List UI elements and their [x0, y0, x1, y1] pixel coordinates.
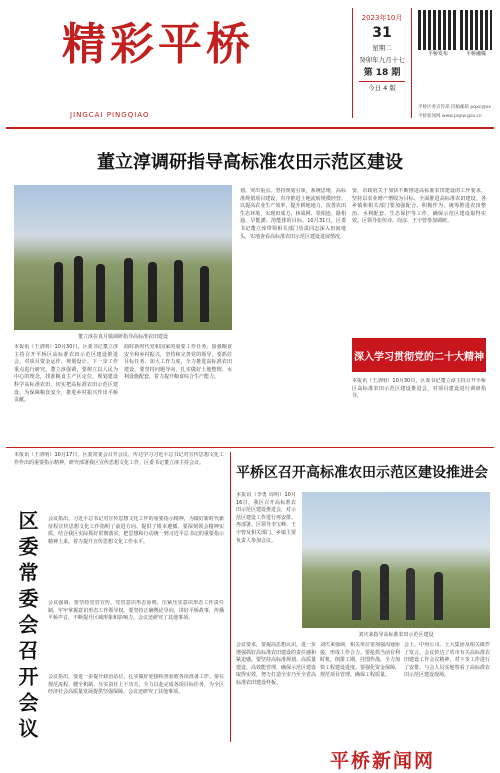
banner-text: 深入学习贯彻党的二十大精神 — [354, 351, 484, 363]
qr1-label: 平桥发布 — [427, 51, 448, 57]
masthead-pinyin: JINGCAI PINGQIAO — [70, 111, 150, 119]
article1-col4: 要，市政府关于加快不断推进高标准农田建设的工作要求，坚持以农业增产增收为目标、全面推进高标准农田建设。各乡镇和相关部门要加强配合、积极作为，统筹推进农田整治、水利配套、生态保护等工作，确保示范区建设取得实效。区领导张传诗、周彦、王宇曾参加调研。 — [352, 188, 486, 225]
article2-col3: 会议指出，要进一步提升政治站位，扎实做好迎接检查验收各项准备工作。要在规范流程、健全机制、压实责任上下功夫，全力以赴完成各项目标任务，为全区经济社会高质量发展提供坚强保障。会议还研究了其他事项。 — [48, 674, 224, 696]
qr2-label: 平桥融媒 — [465, 51, 486, 57]
article1-headline: 董立淳调研指导高标准农田示范区建设 — [97, 152, 403, 173]
date-year-month: 2023年10月 — [361, 14, 403, 22]
article3-caption: 刘庆来指导高标准农田示范区建设 — [358, 632, 434, 638]
date-lunar: 癸卯年九月十七 — [359, 56, 405, 64]
article1-col1: 本报讯（王清明）10月30日，区委书记董立淳主持召开平桥区高标准农田示范区建设推进会，对项目资金运作、规划设计、下一步工作重点进行研究。董立淳强调，要树立以人民为中心的理念，找准粮食主产区定位，规划建设科学高标准农田，切实把高标准农田示范区建设，为保障粮食安全，推进乡村振兴作出平桥贡献。 — [14, 344, 118, 404]
article2-col1: 会议指出，习近平总书记对宣传思想文化工作的重要指示精神，为做好新时代新征程宣传思想文化工作指明了前进方向、提供了根本遵循。要深刻领会精神实质，结合我区实际抓好贯彻落实，把思想和行动统一到习近平总书记的重要指示精神上来，着力提升宣传思想文化工作水平。 — [48, 516, 224, 545]
article3-col2: 刘庆来强调，相关单位要加强沟通衔接，形成工作合力。要抢抓当前有利时机，倒排工期、挂图作战，全力加快工程建设进度。要强化资金保障，规范项目管理，确保工程质量。 — [320, 642, 400, 679]
masthead-title: 精彩平桥 — [62, 19, 254, 70]
article2-col2: 会议强调，要坚持党管宣传、党管意识形态原则，压紧压实意识形态工作责任制，牢牢掌握意识形态工作领导权。要坚持正确舆论导向，讲好平桥故事，传播平桥声音，不断提升区域形象和影响力。会议还研究了其他事项。 — [48, 600, 224, 622]
contact-line: 平桥区委宣传部 投稿邮箱 pqxc@xx — [418, 105, 491, 110]
website-line: 平桥新闻网 www.pqxw.gov.cn — [418, 114, 482, 119]
article2-vertical-headline: 区委常委会召开会议 — [15, 510, 39, 744]
section-divider — [6, 447, 494, 448]
article1-caption: 董立淳在真月镇调研指导高标准农田建设 — [77, 334, 168, 340]
article1-photo — [14, 185, 232, 330]
qr-code-icon-2[interactable] — [460, 10, 492, 50]
column-divider — [230, 452, 231, 742]
article3-col3: 会上，中州公司、土大集团及相关镇作了发言。会议传达了省市有关高标准农田建设工作会议精神，对下步工作进行了安排。与会人员实地察看了高标准农田示范区建设现场。 — [404, 642, 490, 679]
article2-lead: 本报讯（王清明）10月17日，区委常委会召开会议，传达学习习近平总书记对宣传思想文化工作作出的重要指示精神，研究部署我区宣传思想文化工作。区委书记董立淳主持会议。 — [14, 452, 224, 466]
qr-block-2 — [460, 10, 492, 57]
pages-info: 今日 4 版 — [359, 81, 405, 94]
footer-site-name: 平桥新闻网 — [330, 750, 436, 772]
article3-photo — [302, 492, 490, 628]
date-box — [352, 8, 412, 118]
article1-lead: 本报讯（王清明）10月30日，区委书记董立淳主持召开平桥区高标准农田示范区建设推进会，对项目建设进行调研指导。 — [352, 378, 486, 400]
party-congress-banner — [352, 338, 486, 372]
date-day: 31 — [372, 25, 392, 41]
masthead-divider — [6, 127, 494, 129]
article1-col3: 划、突出重点、坚持规划引领，系统思维，高标准规划项目建设，有序推进土地流转规模经营。以提高农业生产效率，提升耕地地力，改善农田生态环境，实现田成方、林成网、渠相连、路相通、旱能灌、涝能排的目标。10月31日，区委书记董立淳带领相关部门负责同志深入田间地头，实地查看高标准农田示范区建设进展情况。 — [240, 188, 346, 240]
article3-lead: 本报讯（李勇 周明）10月16日，我区召开高标准农田示范区建设推进会，对示范区建设工作进行再安排、再部署。区领导李宝峰、王宇曾及相关部门、乡镇主要负责人参加会议。 — [236, 492, 296, 544]
issue-number: 第 18 期 — [363, 68, 401, 78]
qr-code-icon[interactable] — [418, 10, 458, 50]
qr-block — [418, 10, 458, 57]
article1-col2: 曲时新时代党和国家的重要工作任务，加强粮食安全和乡村振兴，坚持和完善党的领导，要抓住目标任务、加大工作力度，全力推进高标准农田建设，要坚持问题导向，扎实做好土地整理、水利设施配套，着力提升粮食综合生产能力。 — [124, 344, 232, 381]
article3-headline: 平桥区召开高标准农田示范区建设推进会 — [236, 465, 488, 481]
article3-col1: 会议要求，要提高思想认识，进一步增强抓好高标准农田建设的责任感和紧迫感。要坚持高标准规划、高质量建设、高效能管理，确保示范区建设取得实效，努力打造全市乃至全省高标准农田建设样板。 — [236, 642, 316, 686]
date-weekday: 星期二 — [372, 44, 392, 52]
